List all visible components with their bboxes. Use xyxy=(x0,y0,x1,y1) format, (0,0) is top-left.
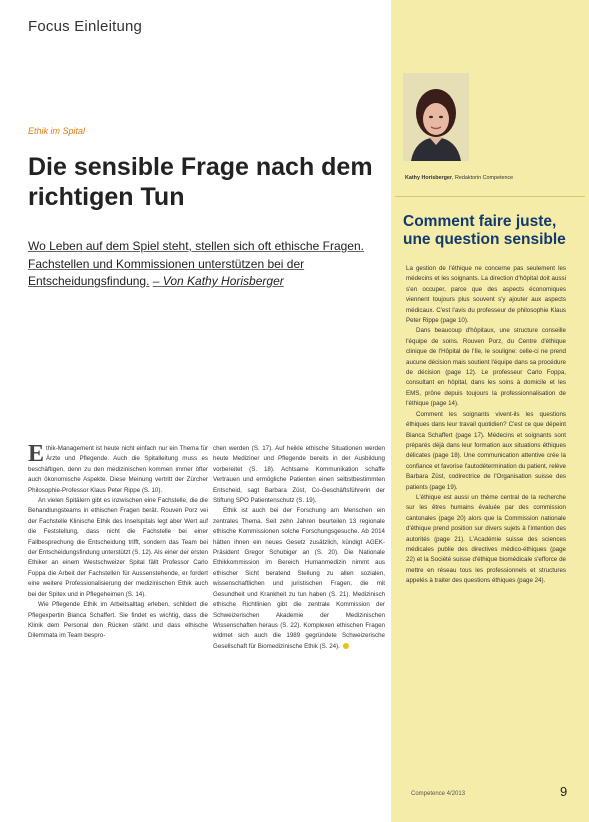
article-headline: Die sensible Frage nach dem richtigen Tun xyxy=(28,153,373,211)
end-mark-icon xyxy=(343,643,349,649)
body-column-1 xyxy=(28,441,208,642)
sidebar-paragraph: L'éthique est aussi un thème central de la recherche sur les êtres humains évaluée par des commission cantonales (page 20) alors que la Commission nationale d'éthique prend position sur divers sujets à l'intention des autorités (page 21). L'Académie suisse des sciences médicales publie des directives médico-éthiques (page 22) et la Société suisse d'éthique biomédicale s'efforce de mettre en réseau tous les professionnels et structures appelés à traiter des questions éthiques (page 24). xyxy=(406,493,566,585)
footer-magazine: Competence 4/2013 xyxy=(411,791,466,797)
body-paragraph: chen werden (S. 17). Auf heikle ethische Situationen werden heute Mediziner und Pflegende bereits in der Ausbildung vorbereitet (S. 18). Achtsame Kommunikation schaffe Vertrauen und ermögliche Patienten einen selbstbestimmten Entscheid, sagt Barbara Züst, Co-Geschäftsführerin der Stiftung SPO Patientenschutz (S. 19). xyxy=(213,445,385,505)
lead-author: – Von Kathy Horisberger xyxy=(152,274,284,288)
paragraph-text: thik-Management ist heute nicht einfach nur ein Thema für Ärzte und Pflegende. Auch die Spitalleitung muss es beschäftigen, denn zu den medizinischen kommen immer öfter auch ökonomische Aspekte. Diese Meinung vertritt der Zürcher Philosophie-Professor Klaus Peter Rippe (S. 10). xyxy=(28,445,208,494)
sidebar-paragraph: Dans beaucoup d'hôpitaux, une structure conseille l'équipe de soins. Rouven Porz, du Centre d'éthique clinique de l'Hôpital de l'Ile, le souligne: celle-ci ne prend aucune décision mais soutient l'équipe dans sa procédure de décision (page 12). Le professeur Carlo Foppa, consultant en hôpital, dans les soins à domicile et les EMS, prône depuis toujours la professionnalisation de l'éthique (page 14). xyxy=(406,327,566,408)
caption-name: Kathy Horisberger xyxy=(405,175,453,181)
portrait-icon xyxy=(403,73,469,161)
lead-text: Wo Leben auf dem Spiel steht, stellen sich oft ethische Fragen. Fachstellen und Kommissionen unterstützen bei der Entscheidungsfindung. xyxy=(28,239,364,288)
sidebar-paragraph: Comment les soignants vivent-ils les questions éthiques dans leur travail quotidien? C'est ce que dépeint Bianca Schaffert (page 17). Médecins et soignants sont préparés déjà dans leur formation aux situations éthiques délicates (page 18). Une communication attentive crée la confiance et favorise l'autodétermination du patient, relève Barbara Züst, codirectrice de l'Organisation suisse des patients (page 19). xyxy=(406,410,566,491)
photo-caption: Kathy Horisberger, Redaktorin Competence xyxy=(405,175,514,181)
section-label: Focus Einleitung xyxy=(28,18,143,35)
body-paragraph xyxy=(28,441,208,496)
sidebar-divider xyxy=(395,196,585,197)
body-paragraph: Wie Pflegende Ethik im Arbeitsalltag erleben, schildert die Pflegexpertin Bianca Schaffert. Sie findet es wichtig, dass die Klinik dem Personal den Rücken stärkt und dass ethische Dilemmata im Team bespro- xyxy=(28,601,208,640)
article-kicker: Ethik im Spital xyxy=(28,126,86,136)
body-column-2 xyxy=(213,444,385,652)
sidebar-body xyxy=(406,264,566,587)
dropcap: E xyxy=(28,441,45,467)
author-photo xyxy=(403,73,469,161)
page-number: 9 xyxy=(560,784,568,799)
body-paragraph: An vielen Spitälern gibt es inzwischen eine Fachstelle, die die Behandlungsteams in ethischen Fragen berät. Rouven Porz vei der Fachstelle Klinische Ethik des Inselspitals legt aber Wert auf die Feststellung, dass nicht die Fachstelle bei einer Fallbesprechung die Entscheidung trifft, sondern das Team bei der Entscheidungsfindung unterstützt (S. 12). Als einer der ersten Ethiker an einem Westschweizer Spital fällt Professor Carlo Foppa die Arbeit der Fachstellen für Aussenstehende, er fordert eine weitere Professionalisierung der medizinischen Ethik auch bei der Spitex und in Pflegeheimen (S. 14). xyxy=(28,497,208,598)
paragraph-text: Ethik ist auch bei der Forschung am Menschen ein zentrales Thema. Seit zehn Jahren beurteilen 13 regionale ethische Kommissionen solche Forschungsgesuche. Ab 2014 hätten ihnen ein neues Gesetz zusätzlich, kündigt AGEK-Präsident Gregor Schubiger an (S. 20). Die Nationale Ethikkommission im Bereich Humanmedizin nimmt aus ethischer Sicht beratend Stellung zu allen sozialen, wissenschaftlichen und juristischen Fragen, die mit Gesundheit und Krankheit zu tun haben (S. 21). Medizinisch ethische Richtlinien gibt die zentrale Kommission der Schweizerischen Akademie der Medizinischen Wissenschaften heraus (S. 22). Komplexen ethischen Fragen widmet sich auch die 1989 gegründete Schweizerische Gesellschaft für Biomedizinische Ethik (S. 24). xyxy=(213,507,385,650)
body-paragraph xyxy=(213,506,385,652)
sidebar-title: Comment faire juste, une question sensible xyxy=(403,213,566,248)
sidebar-paragraph: La gestion de l'éthique ne concerne pas seulement les médecins et les soignants. La direction d'hôpital doit aussi s'en occuper, parce que des aspects économiques viennent toujours plus souvent s'y ajouter aux aspects médicaux. C'est l'avis du professeur de philosophie Klaus Peter Rippe (page 10). xyxy=(406,265,566,325)
caption-role: Redaktorin Competence xyxy=(455,175,514,181)
article-lead xyxy=(28,238,378,291)
